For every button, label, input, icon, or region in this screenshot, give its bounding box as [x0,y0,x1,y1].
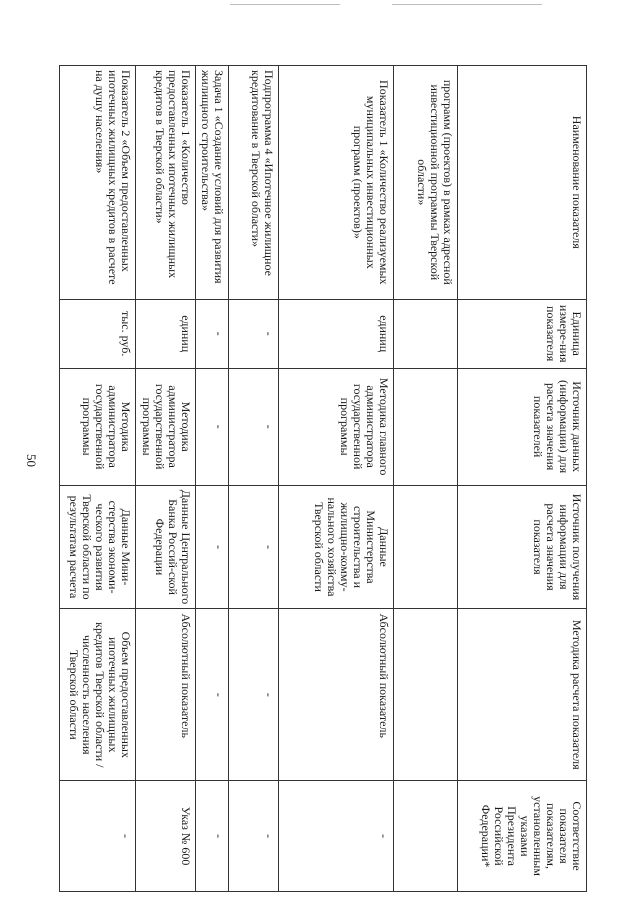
cell-source: - [196,368,229,485]
cell-decree [394,781,458,892]
indicators-table [59,65,587,892]
cell-unit [394,299,458,368]
cell-source: Методика администратора государственной программы [60,368,136,485]
rotated-table-container [67,65,587,892]
cell-unit: - [229,299,279,368]
cell-name: Показатель 1 «Количество предоставленных ипотечных жилищных кредитов в Тверской области» [136,66,196,300]
cell-name: Показатель 1 «Количество реализуемых муниципальных инвестиционных программ (проектов)» [279,66,394,300]
table-row [196,66,229,892]
cell-source [394,368,458,485]
cell-name: Подпрограмма 4 «Ипотечное жилищное кредитование в Тверской области» [229,66,279,300]
page-number: 50 [24,454,39,467]
table-row [60,66,136,892]
cell-origin: - [196,485,229,609]
cell-method: - [196,609,229,781]
table-row [394,66,458,892]
table-row [229,66,279,892]
cell-decree: - [279,781,394,892]
scan-crop-mark-right [392,4,542,5]
header-info-origin: Источник получения информации для расчета значения показателя [458,485,587,609]
cell-origin: Данные Центрального Банка Россий-ской Федерации [136,485,196,609]
cell-name: Задача 1 «Создание условий для развития жилищного строительства» [196,66,229,300]
cell-source: - [229,368,279,485]
cell-method: Абсолютный показатель [136,609,196,781]
cell-method [394,609,458,781]
cell-name: программ (проектов) в рамках адресной инвестиционной программы Тверской области» [394,66,458,300]
cell-decree: - [60,781,136,892]
table-row [279,66,394,892]
cell-source: Методика администратора государственной программы [136,368,196,485]
cell-method: Абсолютный показатель [279,609,394,781]
cell-name: Показатель 2 «Объем предоставленных ипотечных жилищных кредитов в расчете на душу населения» [60,66,136,300]
cell-decree: Указ № 600 [136,781,196,892]
scan-crop-mark-left [230,4,340,5]
header-indicator-name: Наименование показателя [458,66,587,300]
header-decree-correspondence: Соответствие показателя показателям, установленным указами Президента Российской Федерации* [458,781,587,892]
cell-method: Объем предоставленных ипотечных жилищных кредитов Тверской области / численность населения Тверской области [60,609,136,781]
cell-unit: единиц [136,299,196,368]
cell-source: Методика главного администратора государственной программы [279,368,394,485]
table-row [136,66,196,892]
cell-decree: - [196,781,229,892]
cell-origin: - [229,485,279,609]
cell-unit: - [196,299,229,368]
cell-origin: Данные Министерства строительства и жилищно-комму-нального хозяйства Тверской области [279,485,394,609]
cell-method: - [229,609,279,781]
cell-unit: тыс. руб. [60,299,136,368]
cell-unit: единиц [279,299,394,368]
cell-origin [394,485,458,609]
header-calc-method: Методика расчета показателя [458,609,587,781]
table-header-row [458,66,587,892]
cell-origin: Данные Мини-стерства экономи-ческого развития Тверской области по результатам расчета [60,485,136,609]
header-data-source: Источник данных (информации) для расчета значения показателей [458,368,587,485]
cell-decree: - [229,781,279,892]
header-unit: Единица измере-ния показателя [458,299,587,368]
